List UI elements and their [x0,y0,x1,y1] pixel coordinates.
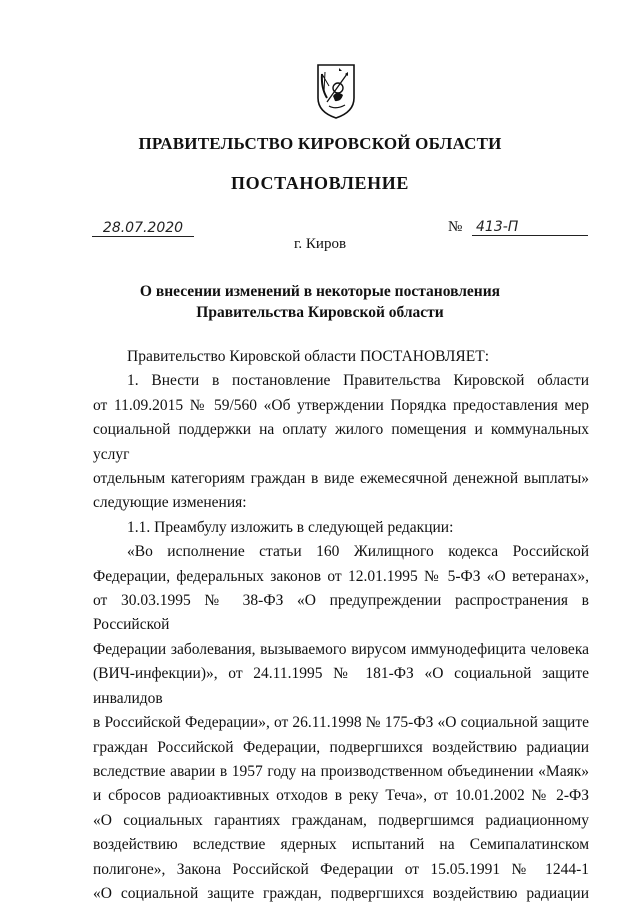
document-date: 28.07.2020 [92,220,194,237]
body-line: отдельным категориям граждан в виде ежемесячной денежной выплаты» [93,470,589,488]
body-line: Федерации заболевания, вызываемого вирусом иммунодефицита человека [93,640,589,658]
document-type: ПОСТАНОВЛЕНИЕ [231,173,409,193]
body-line: и сбросов радиоактивных отходов в реку Теча», от 10.01.2002 № 2-ФЗ [93,787,589,805]
document-body [93,345,589,906]
document-title [0,281,640,323]
body-line: «О социальных гарантиях гражданам, подвергшимся радиационному [93,811,589,829]
body-line: в Российской Федерации», от 26.11.1998 № 175-ФЗ «О социальной защите [93,714,589,732]
body-line: от 11.09.2015 № 59/560 «Об утверждении Порядка предоставления мер [93,396,589,414]
title-line: О внесении изменений в некоторые постановления [139,283,501,300]
body-line: воздействию вследствие ядерных испытаний на Семипалатинском [93,836,589,854]
body-line: вследствие аварии в 1957 году на производственном объединении «Маяк» [93,762,589,780]
body-line: Федерации, федеральных законов от 12.01.1995 № 5-ФЗ «О ветеранах», [93,567,589,585]
body-line: полигоне», Закона Российской Федерации от 15.05.1991 № 1244-1 [93,860,589,878]
intro-paragraph: Правительство Кировской области ПОСТАНОВЛЯЕТ: [127,348,490,365]
body-line: (ВИЧ-инфекции)», от 24.11.1995 № 181-ФЗ «О социальной защите инвалидов [93,665,589,707]
body-line: «О социальной защите граждан, подвергшихся воздействию радиации [93,884,589,902]
document-number: 413-П [472,219,588,236]
body-line: от 30.03.1995 № 38-ФЗ «О предупреждении распространения в Российской [93,592,589,634]
number-label: № [448,219,463,235]
city: г. Киров [293,236,347,252]
body-line: граждан Российской Федерации, подвергшихся воздействию радиации [93,738,589,756]
body-line: 1.1. Преамбулу изложить в следующей редакции: [127,518,454,536]
body-line: социальной поддержки на оплату жилого помещения и коммунальных услуг [93,421,589,463]
coat-of-arms-emblem [315,62,357,120]
body-line: следующие изменения: [93,494,247,512]
title-line: Правительства Кировской области [196,304,444,321]
body-line: 1. Внести в постановление Правительства Кировской области [127,372,589,390]
organization-name: ПРАВИТЕЛЬСТВО КИРОВСКОЙ ОБЛАСТИ [138,134,502,153]
body-line: «Во исполнение статьи 160 Жилищного кодекса Российской [127,543,589,561]
